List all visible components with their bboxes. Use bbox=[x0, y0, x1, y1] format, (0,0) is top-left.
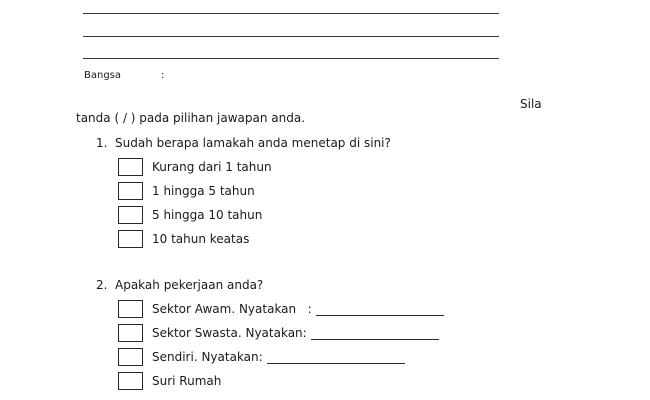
option-q2-3[interactable] bbox=[118, 347, 405, 367]
option-label: Sektor Awam. Nyatakan : bbox=[152, 302, 312, 316]
option-q1-3[interactable] bbox=[118, 205, 262, 225]
option-q1-1[interactable] bbox=[118, 157, 272, 177]
answer-checkbox[interactable] bbox=[118, 206, 143, 224]
option-label: 1 hingga 5 tahun bbox=[152, 184, 255, 198]
specify-blank[interactable] bbox=[316, 303, 444, 316]
option-q2-4[interactable] bbox=[118, 371, 221, 391]
answer-checkbox[interactable] bbox=[118, 158, 143, 176]
instruction-text: tanda ( / ) pada pilihan jawapan anda. bbox=[76, 111, 306, 125]
question-number: 1. bbox=[96, 136, 108, 150]
answer-checkbox[interactable] bbox=[118, 182, 143, 200]
question-number: 2. bbox=[96, 278, 108, 292]
option-label: Kurang dari 1 tahun bbox=[152, 160, 272, 174]
sila-text: Sila bbox=[520, 97, 542, 111]
option-q2-2[interactable] bbox=[118, 323, 439, 343]
option-label: 5 hingga 10 tahun bbox=[152, 208, 263, 222]
answer-checkbox[interactable] bbox=[118, 324, 143, 342]
bangsa-label: Bangsa bbox=[84, 70, 122, 81]
answer-checkbox[interactable] bbox=[118, 348, 143, 366]
answer-checkbox[interactable] bbox=[118, 372, 143, 390]
bangsa-colon: : bbox=[161, 70, 165, 81]
option-label: 10 tahun keatas bbox=[152, 232, 250, 246]
option-q1-2[interactable] bbox=[118, 181, 255, 201]
option-label: Suri Rumah bbox=[152, 374, 222, 388]
option-label: Sektor Swasta. Nyatakan: bbox=[152, 326, 307, 340]
answer-checkbox[interactable] bbox=[118, 230, 143, 248]
question-text: Sudah berapa lamakah anda menetap di sini? bbox=[115, 136, 391, 150]
specify-blank[interactable] bbox=[267, 351, 405, 364]
option-q1-4[interactable] bbox=[118, 229, 249, 249]
option-label: Sendiri. Nyatakan: bbox=[152, 350, 263, 364]
question-2 bbox=[96, 278, 263, 292]
answer-line-2 bbox=[83, 36, 499, 37]
answer-checkbox[interactable] bbox=[118, 300, 143, 318]
specify-blank[interactable] bbox=[311, 327, 439, 340]
answer-line-3 bbox=[83, 58, 499, 59]
answer-line-1 bbox=[83, 13, 499, 14]
question-1 bbox=[96, 136, 391, 150]
question-text: Apakah pekerjaan anda? bbox=[115, 278, 264, 292]
option-q2-1[interactable] bbox=[118, 299, 444, 319]
